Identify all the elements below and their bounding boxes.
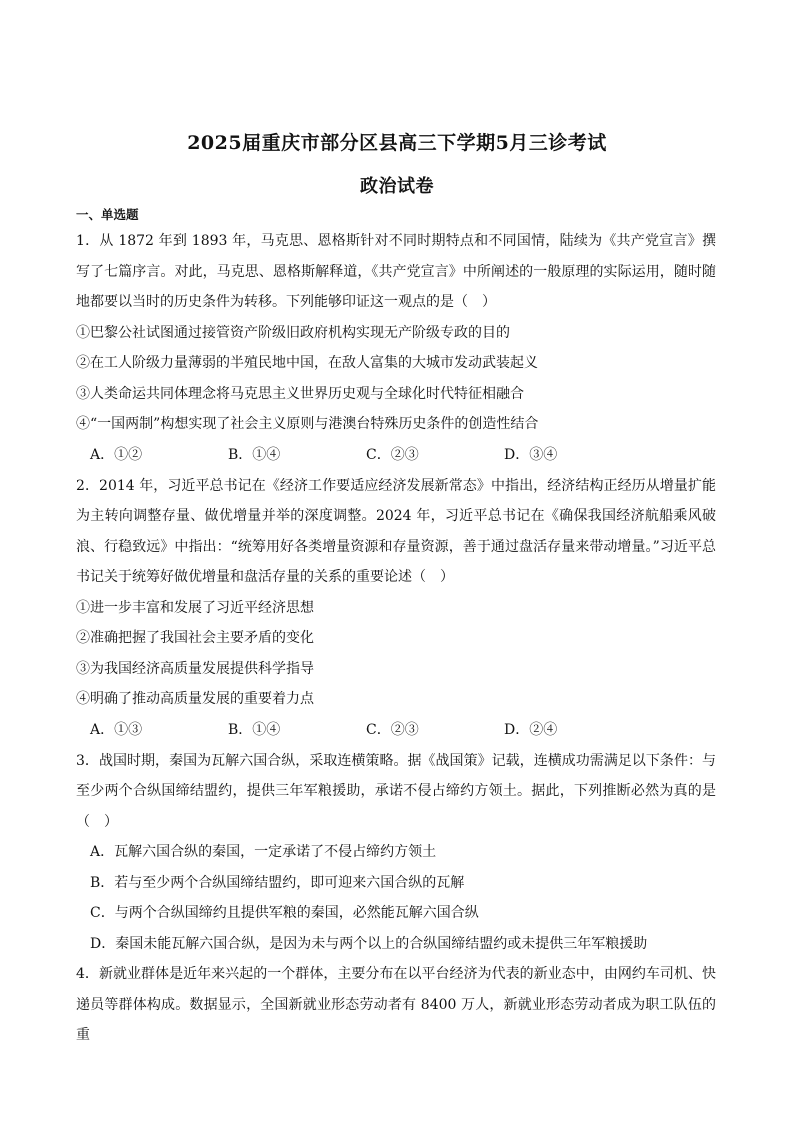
section-heading: 一、单选题 (76, 207, 139, 222)
question-stem: 1．从 1872 年到 1893 年，马克思、恩格斯针对不同时期特点和不同国情，陆续为《共产党宣言》撰写了七篇序言。对此，马克思、恩格斯解释道，《共产党宣言》中所阐述的一般原理的实际运用，随时随地都要以当时的历史条件为转移。下列能够印证这一观点的是（ ） (76, 233, 716, 310)
option-b[interactable]: B．若与至少两个合纵国缔结盟约，即可迎来六国合纵的瓦解 (90, 874, 465, 891)
choice-d[interactable]: D．③④ (504, 446, 558, 463)
question-stem: 3．战国时期，秦国为瓦解六国合纵，采取连横策略。据《战国策》记载，连横成功需满足以下条件：与至少两个合纵国缔结盟约，提供三年军粮援助，承诺不侵占缔约方领土。据此，下列推断必然为真的是（ ） (76, 752, 716, 830)
choice-b[interactable]: B．①④ (228, 721, 281, 738)
question-3 (76, 746, 716, 960)
choice-a[interactable]: A．①③ (90, 721, 143, 738)
choice-a[interactable]: A．①② (90, 446, 143, 463)
choice-b[interactable]: B．①④ (228, 446, 281, 463)
question-stem: 4．新就业群体是近年来兴起的一个群体，主要分布在以平台经济为代表的新业态中，由网约车司机、快递员等群体构成。数据显示，全国新就业形态劳动者有 8400 万人，新就业形态劳动者成为职工队伍的重 (76, 966, 716, 1043)
question-list (76, 226, 716, 1051)
choice-c[interactable]: C．②③ (366, 446, 419, 463)
statement-item: ③为我国经济高质量发展提供科学指导 (76, 660, 314, 677)
statement-item: ③人类命运共同体理念将马克思主义世界历史观与全球化时代特征相融合 (76, 385, 524, 402)
choice-c[interactable]: C．②③ (366, 721, 419, 738)
answer-choices (76, 715, 716, 746)
statement-item: ④明确了推动高质量发展的重要着力点 (76, 691, 314, 707)
option-d[interactable]: D．秦国未能瓦解六国合纵，是因为未与两个以上的合纵国缔结盟约或未提供三年军粮援助 (90, 935, 648, 952)
statement-item: ②准确把握了我国社会主要矛盾的变化 (76, 630, 314, 646)
option-c[interactable]: C．与两个合纵国缔约且提供军粮的秦国，必然能瓦解六国合纵 (90, 905, 479, 921)
statement-item: ②在工人阶级力量薄弱的半殖民地中国，在敌人富集的大城市发动武装起义 (76, 355, 538, 371)
statement-item: ④“一国两制”构想实现了社会主义原则与港澳台特殊历史条件的创造性结合 (76, 416, 539, 432)
statement-item: ①进一步丰富和发展了习近平经济思想 (76, 599, 314, 616)
question-1 (76, 226, 716, 471)
answer-choices (76, 440, 716, 471)
question-2 (76, 471, 716, 746)
statement-item: ①巴黎公社试图通过接管资产阶级旧政府机构实现无产阶级专政的目的 (76, 324, 510, 341)
exam-subtitle: 政治试卷 (360, 176, 434, 197)
choice-d[interactable]: D．②④ (504, 721, 558, 738)
question-4 (76, 959, 716, 1051)
exam-title: 2025届重庆市部分区县高三下学期5月三诊考试 (187, 132, 607, 154)
question-stem: 2．2014 年，习近平总书记在《经济工作要适应经济发展新常态》中指出，经济结构正经历从增量扩能为主转向调整存量、做优增量并举的深度调整。2024 年，习近平总书记在《确保我国经济航船乘风破浪、行稳致远》中指出：“统筹用好各类增量资源和存量资源，善于通过盘活存量来带动增量。”习近平总书记关于统筹好做优增量和盘活存量的关系的重要论述（ ） (76, 477, 716, 585)
option-a[interactable]: A．瓦解六国合纵的秦国，一定承诺了不侵占缔约方领土 (90, 844, 437, 860)
